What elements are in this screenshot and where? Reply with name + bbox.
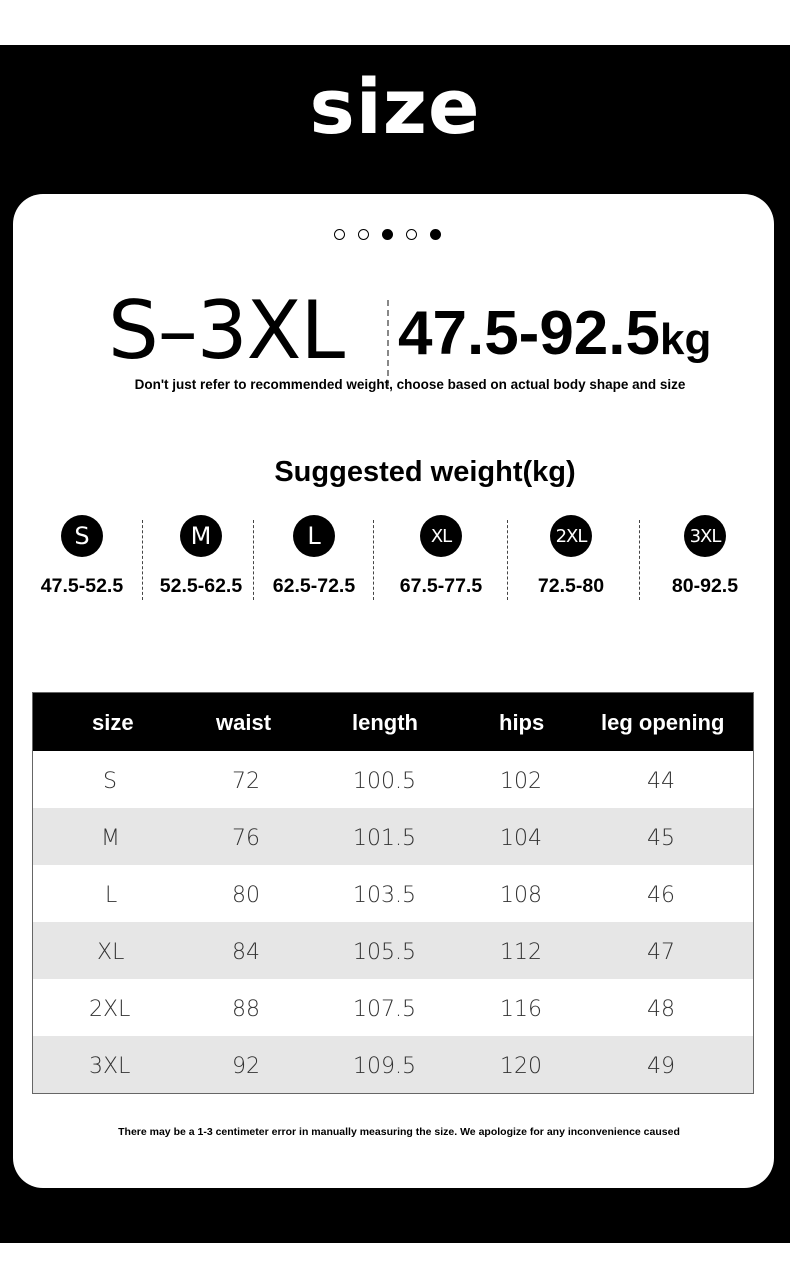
cell-size: M: [101, 826, 120, 851]
column-header-size: size: [92, 710, 134, 735]
weight-item-l: [264, 515, 364, 598]
carousel-dot[interactable]: [334, 229, 345, 240]
cell-leg-opening: 46: [647, 883, 675, 908]
table-row: [33, 922, 753, 979]
cell-waist: 84: [232, 940, 260, 965]
cell-waist: 92: [232, 1054, 260, 1079]
size-badge: L: [293, 515, 335, 557]
cell-waist: 76: [232, 826, 260, 851]
weight-range-value: 67.5-77.5: [399, 575, 483, 597]
column-header-leg-opening: leg opening: [601, 710, 725, 735]
weight-range-value: 52.5-62.5: [159, 575, 243, 597]
table-row: [33, 865, 753, 922]
suggested-weight-title: Suggested weight(kg): [274, 456, 576, 488]
carousel-dot-active[interactable]: [382, 229, 393, 240]
column-divider: [253, 520, 254, 600]
summary-divider: [387, 300, 389, 386]
column-divider: [142, 520, 143, 600]
carousel-dot-active[interactable]: [430, 229, 441, 240]
cell-hips: 102: [500, 769, 542, 794]
cell-hips: 112: [500, 940, 542, 965]
cell-length: 101.5: [353, 826, 416, 851]
weight-range-value: 47.5-92.5: [398, 299, 660, 368]
column-divider: [507, 520, 508, 600]
cell-size: L: [105, 883, 118, 908]
recommendation-note: Don't just refer to recommended weight, choose based on actual body shape and size: [134, 377, 686, 392]
carousel-dot[interactable]: [358, 229, 369, 240]
measurement-disclaimer: There may be a 1-3 centimeter error in manually measuring the size. We apologize for any inconvenience caused: [118, 1126, 680, 1138]
cell-size: 3XL: [89, 1054, 131, 1079]
table-row: [33, 751, 753, 808]
cell-hips: 120: [500, 1054, 542, 1079]
weight-range-value: 62.5-72.5: [272, 575, 356, 597]
carousel-dot[interactable]: [406, 229, 417, 240]
table-row: [33, 979, 753, 1036]
size-badge: 2XL: [550, 515, 592, 557]
cell-leg-opening: 47: [647, 940, 675, 965]
weight-range-value: 47.5-52.5: [40, 575, 124, 597]
size-chart-table: [32, 692, 754, 1094]
weight-item-s: [33, 515, 131, 598]
cell-length: 103.5: [353, 883, 416, 908]
weight-item-xl: [390, 515, 492, 598]
cell-leg-opening: 49: [647, 1054, 675, 1079]
size-badge: 3XL: [684, 515, 726, 557]
cell-waist: 88: [232, 997, 260, 1022]
cell-hips: 116: [500, 997, 542, 1022]
cell-leg-opening: 48: [647, 997, 675, 1022]
cell-length: 105.5: [353, 940, 416, 965]
cell-hips: 108: [500, 883, 542, 908]
weight-unit: kg: [660, 315, 712, 364]
cell-hips: 104: [500, 826, 542, 851]
cell-length: 107.5: [353, 997, 416, 1022]
column-header-waist: waist: [216, 710, 272, 735]
cell-size: 2XL: [89, 997, 131, 1022]
size-badge: M: [180, 515, 222, 557]
cell-waist: 72: [232, 769, 260, 794]
weight-item-m: [152, 515, 250, 598]
cell-length: 109.5: [353, 1054, 416, 1079]
cell-waist: 80: [232, 883, 260, 908]
table-row: [33, 1036, 753, 1093]
cell-leg-opening: 45: [647, 826, 675, 851]
column-divider: [373, 520, 374, 600]
cell-length: 100.5: [353, 769, 416, 794]
weight-range-value: 72.5-80: [537, 575, 605, 597]
size-badge: S: [61, 515, 103, 557]
page-title: size: [309, 62, 481, 151]
weight-item-2xl: [526, 515, 616, 598]
cell-size: S: [103, 769, 117, 794]
table-row: [33, 808, 753, 865]
table-header-row: [33, 693, 753, 751]
cell-leg-opening: 44: [647, 769, 675, 794]
weight-range: [398, 298, 711, 369]
size-range: S–3XL: [108, 284, 345, 377]
column-header-hips: hips: [499, 710, 545, 735]
cell-size: XL: [97, 940, 125, 965]
column-divider: [639, 520, 640, 600]
carousel-indicator: [334, 229, 441, 240]
weight-range-value: 80-92.5: [671, 575, 739, 597]
column-header-length: length: [352, 710, 418, 735]
size-badge: XL: [420, 515, 462, 557]
weight-item-3xl: [660, 515, 750, 598]
